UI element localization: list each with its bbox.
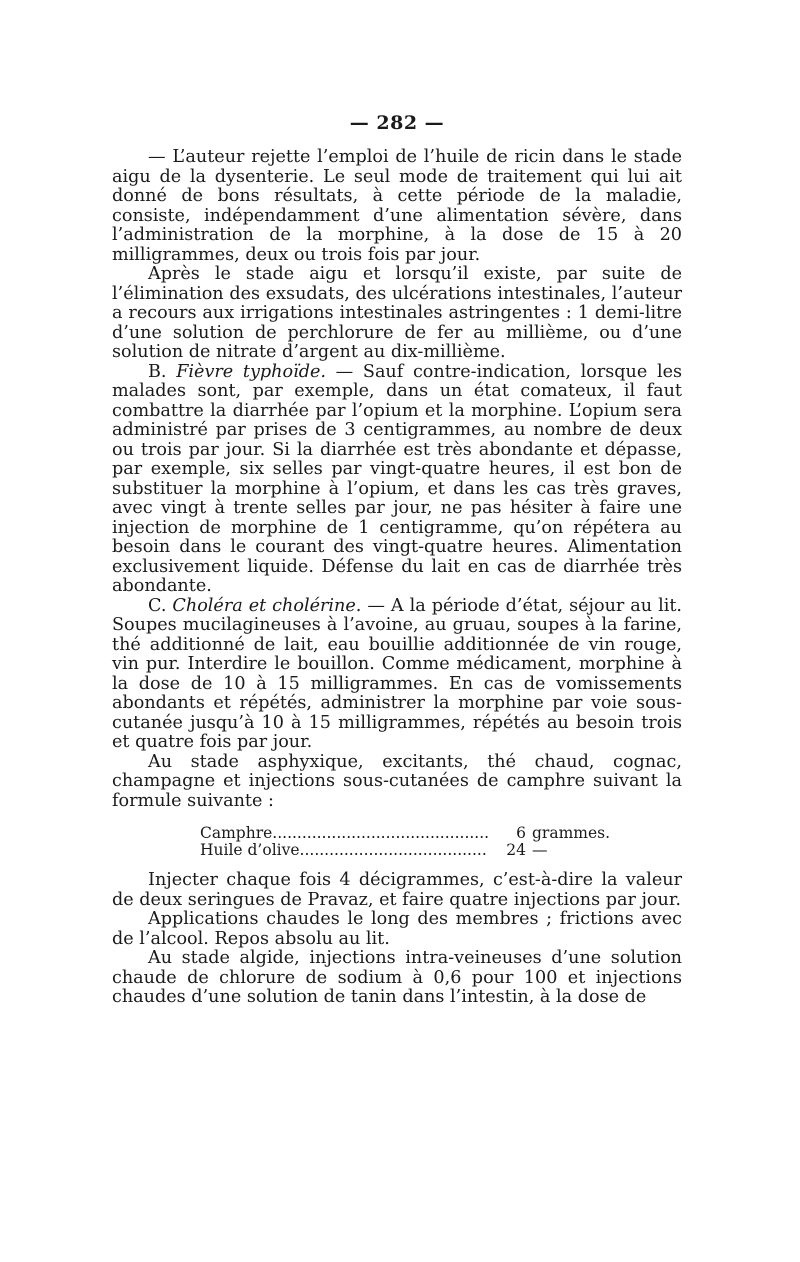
formula-ingredient: Camphre............................................ bbox=[200, 825, 490, 842]
paragraph-irrigations: Après le stade aigu et lorsqu’il existe, par suite de l’élimination des exsudats, des ulcérations intestinales, l’auteur a recours aux irrigations intestinales astringentes : 1 demi-litre d’une solution de perchlorure de fer au millième, ou d’une solution de nitrate d’argent au dix-millième. bbox=[112, 264, 682, 362]
formula-row bbox=[200, 842, 682, 859]
formula-unit: — bbox=[532, 841, 548, 859]
section-title-cholera: Choléra et cholérine. bbox=[172, 595, 362, 616]
formula-quantity: 24 bbox=[506, 841, 526, 859]
formula-row bbox=[200, 825, 682, 842]
camphor-formula bbox=[200, 825, 682, 859]
paragraph-algid-stage: Au stade algide, injections intra-veineuses d’une solution chaude de chlorure de sodium à 0,6 pour 100 et injections chaudes d’une solution de tanin dans l’intestin, à la dose de bbox=[112, 948, 682, 1007]
section-label-c: C. bbox=[148, 595, 167, 616]
paragraph-dysentery: — L’auteur rejette l’emploi de l’huile de ricin dans le stade aigu de la dysenterie. Le seul mode de traitement qui lui ait donné de bons résultats, à cette période de la maladie, consiste, indépendamment d’une alimentation sévère, dans l’administration de la morphine, à la dose de 15 à 20 milligrammes, deux ou trois fois par jour. bbox=[112, 147, 682, 265]
section-title-typhoid: Fièvre typhoïde. bbox=[176, 361, 326, 382]
book-page bbox=[112, 112, 682, 1008]
formula-unit: grammes. bbox=[532, 824, 611, 842]
paragraph-cholera bbox=[112, 597, 682, 753]
paragraph-typhoid bbox=[112, 363, 682, 597]
typhoid-text: — Sauf contre-indication, lorsque les malades sont, par exemple, dans un état comateux, il faut combattre la diarrhée par l’opium et la morphine. L’opium sera administré par prises de 3 centigrammes, au nombre de deux ou trois par jour. Si la diarrhée est très abondante et dépasse, par exemple, six selles par vingt-quatre heures, il est bon de substituer la morphine à l’opium, et dans les cas très graves, avec vingt à trente selles par jour, ne pas hésiter à faire une injection de morphine de 1 centigramme, qu’on répétera au besoin dans le courant des vingt-quatre heures. Alimentation exclusivement liquide. Défense du lait en cas de diarrhée très abondante. bbox=[112, 361, 683, 596]
section-label-b: B. bbox=[148, 361, 167, 382]
paragraph-asphyxic-stage: Au stade asphyxique, excitants, thé chaud, cognac, champagne et injections sous-cutanées de camphre suivant la formule suivante : bbox=[112, 751, 682, 811]
paragraph-injection: Injecter chaque fois 4 décigrammes, c’est-à-dire la valeur de deux seringues de Pravaz, et faire quatre injections par jour. bbox=[112, 870, 682, 910]
formula-quantity: 6 bbox=[516, 824, 526, 842]
paragraph-applications: Applications chaudes le long des membres ; frictions avec de l’alcool. Repos absolu au lit. bbox=[112, 909, 682, 949]
formula-ingredient: Huile d’olive...................................... bbox=[200, 842, 487, 859]
page-number: — 282 — bbox=[349, 112, 445, 134]
cholera-text: — A la période d’état, séjour au lit. Soupes mucilagineuses à l’avoine, au gruau, soupes à la farine, thé additionné de lait, eau bouillie additionnée de vin rouge, vin pur. Interdire le bouillon. Comme médicament, morphine à la dose de 10 à 15 milligrammes. En cas de vomissements abondants et répétés, administrer la morphine par voie sous-cutanée jusqu’à 10 à 15 milligrammes, répétés au besoin trois et quatre fois par jour. bbox=[112, 595, 683, 752]
body-text bbox=[112, 148, 682, 1008]
